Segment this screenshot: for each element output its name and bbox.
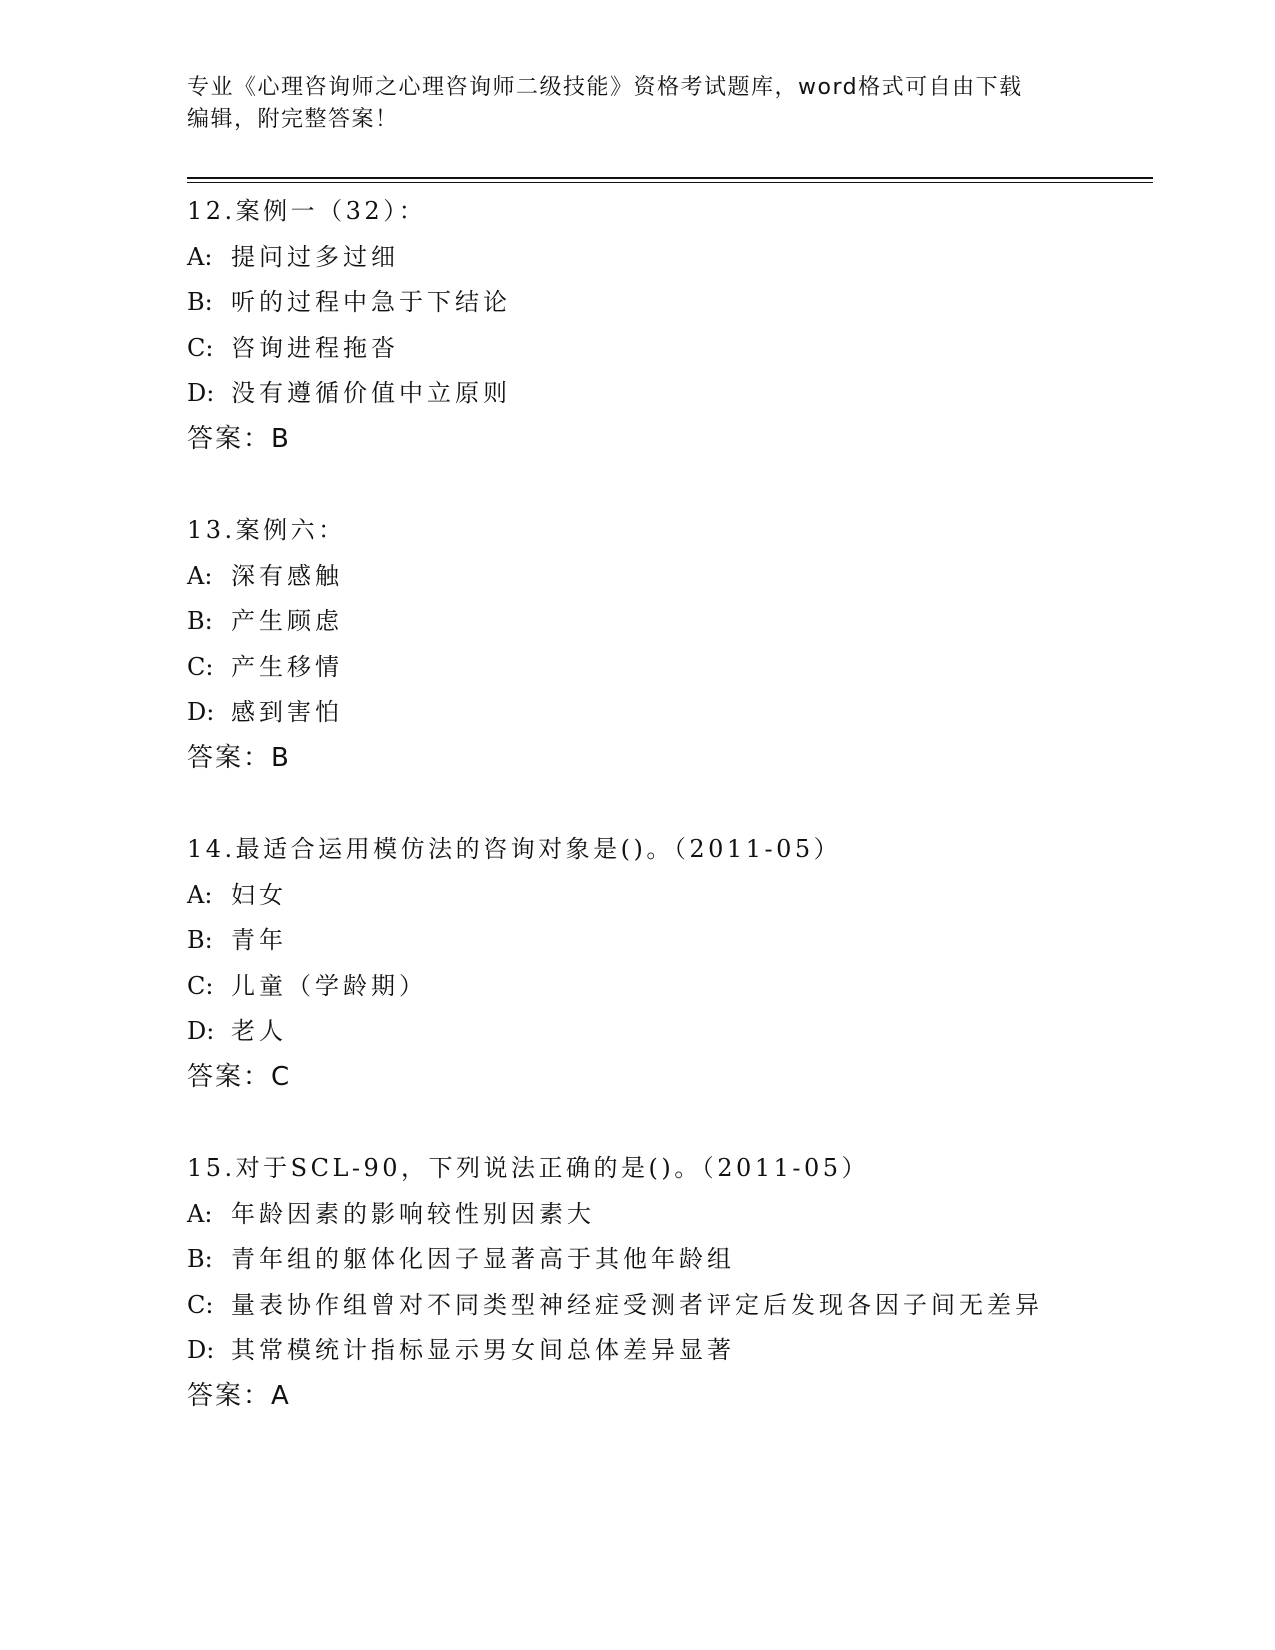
option-text: 量表协作组曾对不同类型神经症受测者评定后发现各因子间无差异 (231, 1290, 1043, 1319)
option-a (187, 235, 1153, 281)
option-b (187, 1237, 1153, 1283)
option-label: D: (187, 379, 215, 407)
option-a (187, 873, 1153, 919)
question-stem: 15.对于SCL-90，下列说法正确的是()。（2011-05） (187, 1154, 870, 1182)
question-item (187, 1146, 1153, 1419)
option-label: A: (187, 880, 213, 909)
option-label: B: (187, 607, 213, 635)
option-d (187, 690, 1153, 736)
answer-line: 答案：B (187, 742, 291, 773)
answer-line: 答案：C (187, 1061, 292, 1092)
document-header (187, 72, 1087, 136)
option-label: D: (187, 1017, 215, 1045)
option-text: 年龄因素的影响较性别因素大 (231, 1199, 595, 1228)
option-c (187, 645, 1153, 691)
option-label: B: (187, 1245, 213, 1273)
option-label: C: (187, 652, 214, 681)
question-list (187, 189, 1153, 1419)
option-c (187, 964, 1153, 1010)
option-label: C: (187, 333, 214, 362)
option-label: D: (187, 698, 215, 726)
header-line-2: 编辑，附完整答案！ (187, 107, 399, 132)
question-stem: 14.最适合运用模仿法的咨询对象是()。（2011-05） (187, 835, 842, 863)
header-line-1: 专业《心理咨询师之心理咨询师二级技能》资格考试题库，word格式可自由下载 (187, 75, 1023, 100)
header-divider-bottom (187, 182, 1153, 183)
option-text: 青年组的躯体化因子显著高于其他年龄组 (231, 1245, 735, 1273)
option-d (187, 1328, 1153, 1374)
option-text: 没有遵循价值中立原则 (231, 379, 511, 407)
option-label: A: (187, 242, 213, 271)
option-text: 深有感触 (231, 561, 343, 590)
option-text: 听的过程中急于下结论 (231, 288, 511, 316)
header-divider-top (187, 177, 1153, 179)
option-d (187, 371, 1153, 417)
option-d (187, 1009, 1153, 1055)
option-text: 儿童（学龄期） (231, 971, 427, 1000)
option-label: C: (187, 971, 214, 1000)
option-text: 提问过多过细 (231, 242, 399, 271)
option-text: 青年 (231, 926, 287, 954)
answer-line: 答案：A (187, 1380, 291, 1411)
question-item (187, 827, 1153, 1100)
question-item (187, 508, 1153, 781)
option-c (187, 1283, 1153, 1329)
option-text: 其常模统计指标显示男女间总体差异显著 (231, 1336, 735, 1364)
question-item (187, 189, 1153, 462)
option-text: 咨询进程拖沓 (231, 333, 399, 362)
option-label: A: (187, 561, 213, 590)
option-b (187, 918, 1153, 964)
question-stem: 13.案例六： (187, 516, 346, 544)
option-label: D: (187, 1336, 215, 1364)
option-text: 妇女 (231, 880, 287, 909)
option-text: 老人 (231, 1017, 287, 1045)
option-label: C: (187, 1290, 214, 1319)
option-a (187, 1192, 1153, 1238)
option-a (187, 554, 1153, 600)
option-text: 产生顾虑 (231, 607, 343, 635)
question-stem: 12.案例一（32）： (187, 197, 427, 225)
option-label: B: (187, 926, 213, 954)
option-b (187, 280, 1153, 326)
answer-line: 答案：B (187, 423, 291, 454)
option-c (187, 326, 1153, 372)
option-b (187, 599, 1153, 645)
option-label: A: (187, 1199, 213, 1228)
option-label: B: (187, 288, 213, 316)
option-text: 感到害怕 (231, 698, 343, 726)
option-text: 产生移情 (231, 652, 343, 681)
